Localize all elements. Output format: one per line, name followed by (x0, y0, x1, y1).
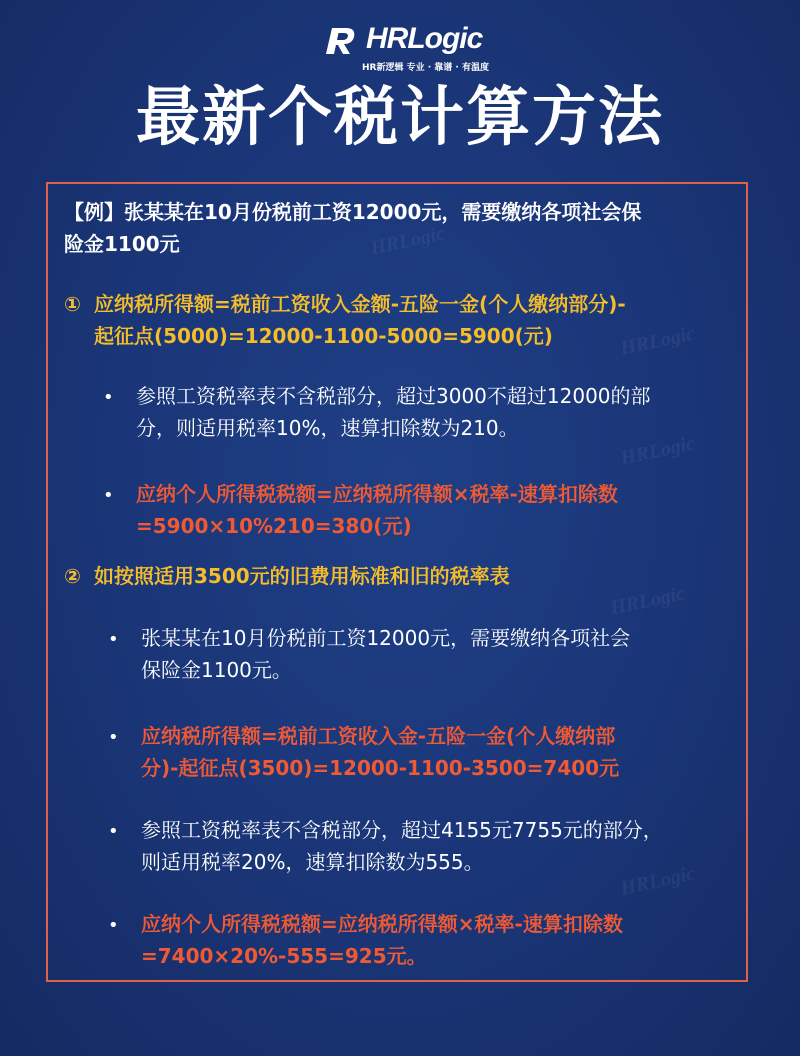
section2-bullet2-line-1: 应纳税所得额=税前工资收入金-五险一金(个人缴纳部 (141, 724, 616, 748)
watermark: HRLogic (618, 432, 697, 470)
page-title: 最新个税计算方法 (136, 81, 664, 155)
section1-bullet2-line-2: =5900×10%210=380(元) (136, 514, 412, 538)
section2-heading: 如按照适用3500元的旧费用标准和旧的税率表 (94, 564, 510, 588)
example-line-1: 【例】张某某在10月份税前工资12000元，需要缴纳各项社会保 (64, 200, 642, 224)
section2-bullet2-line-2: 分)-起征点(3500)=12000-1100-3500=7400元 (141, 756, 620, 780)
section2-marker: ② (64, 564, 81, 588)
bullet-dot: • (108, 727, 119, 748)
section1-formula-line-2: 起征点(5000)=12000-1100-5000=5900(元) (94, 324, 553, 348)
section2-bullet4-line-1: 应纳个人所得税税额=应纳税所得额×税率-速算扣除数 (141, 912, 623, 936)
section1-bullet1-line-1: 参照工资税率表不含税部分，超过3000不超过12000的部 (136, 384, 651, 408)
section2-bullet3-line-1: 参照工资税率表不含税部分，超过4155元7755元的部分， (141, 818, 663, 842)
section1-bullet1-line-2: 分，则适用税率10%，速算扣除数为210。 (136, 416, 519, 440)
bullet-dot: • (103, 387, 114, 408)
logo-tagline: HR新逻辑 专业 · 靠谱 · 有温度 (362, 63, 489, 73)
section2-bullet1-line-1: 张某某在10月份税前工资12000元，需要缴纳各项社会 (141, 626, 631, 650)
bullet-dot: • (108, 821, 119, 842)
watermark: HRLogic (618, 322, 697, 360)
section2-bullet1-line-2: 保险金1100元。 (141, 658, 292, 682)
bullet-dot: • (103, 485, 114, 506)
watermark: HRLogic (618, 862, 697, 900)
logo-mark-icon (322, 26, 362, 56)
bullet-dot: • (108, 629, 119, 650)
brand-logo (322, 24, 500, 72)
watermark: HRLogic (368, 222, 447, 260)
example-line-2: 险金1100元 (64, 232, 180, 256)
section1-bullet2-line-1: 应纳个人所得税税额=应纳税所得额×税率-速算扣除数 (136, 482, 618, 506)
section2-bullet4-line-2: =7400×20%-555=925元。 (141, 944, 427, 968)
section1-marker: ① (64, 292, 81, 316)
section2-bullet3-line-2: 则适用税率20%，速算扣除数为555。 (141, 850, 484, 874)
logo-wordmark: HRLogic (366, 22, 483, 55)
bullet-dot: • (108, 915, 119, 936)
section1-formula-line-1: 应纳税所得额=税前工资收入金额-五险一金(个人缴纳部分)- (94, 292, 626, 316)
watermark: HRLogic (608, 582, 687, 620)
